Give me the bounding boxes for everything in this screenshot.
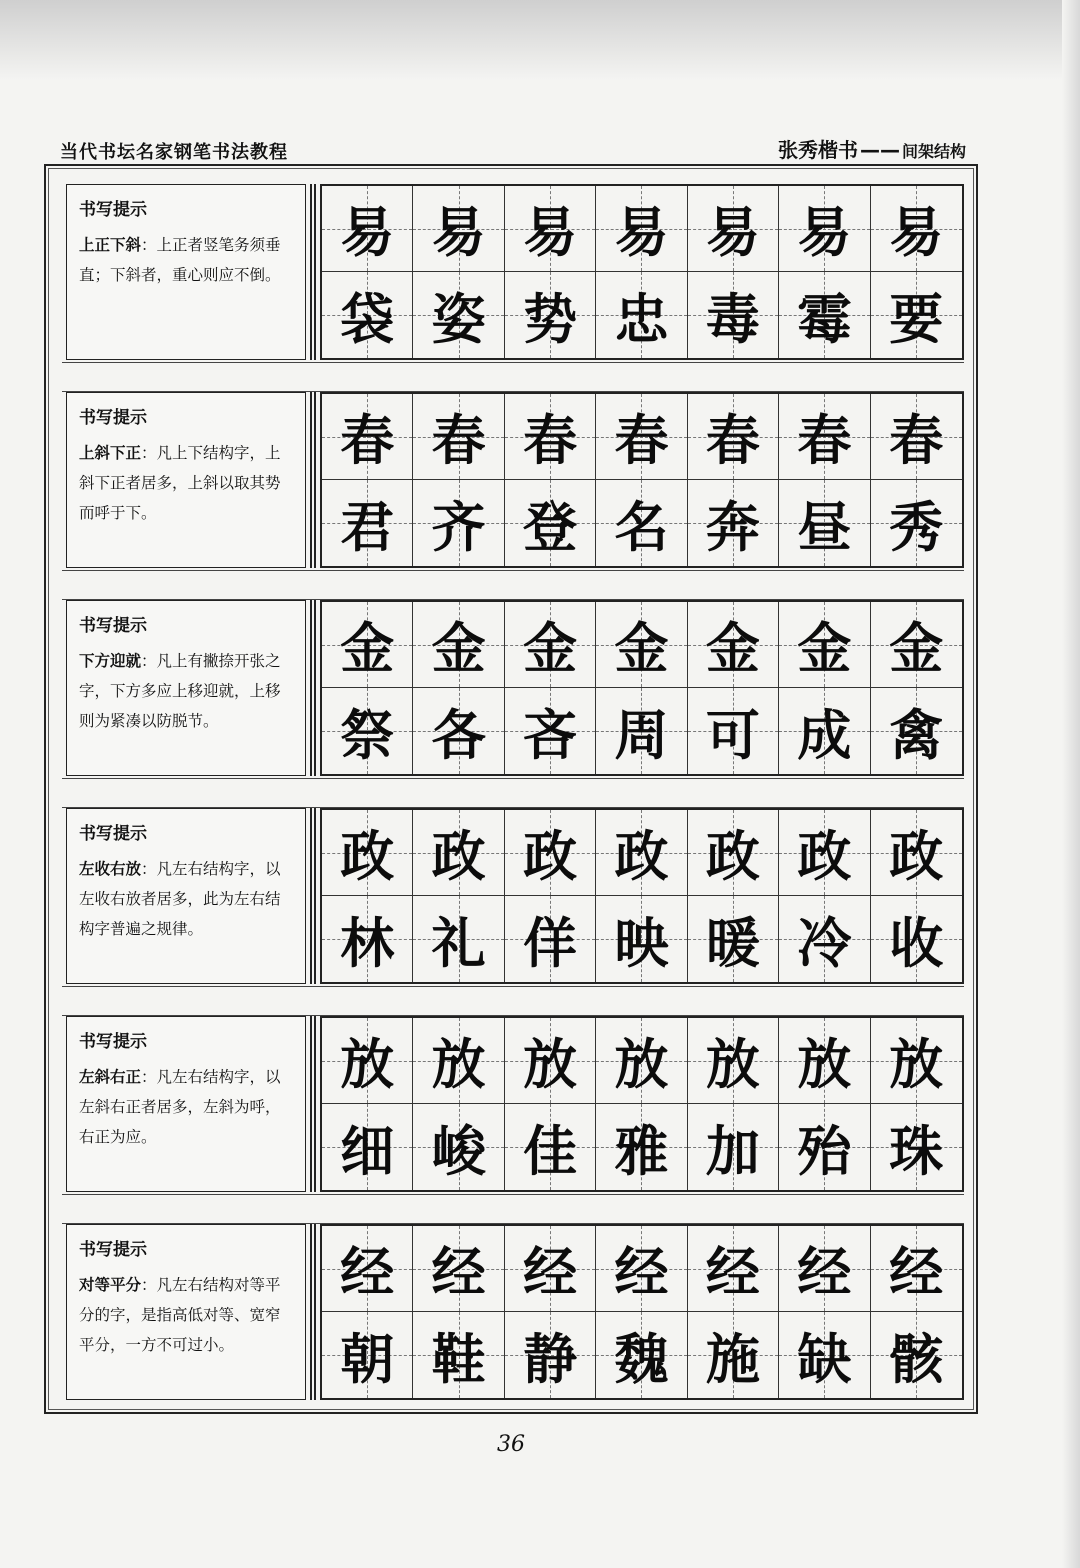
writing-tips-title: 书写提示 <box>79 616 147 636</box>
writing-tips-box <box>66 808 306 984</box>
model-character-cell <box>322 1018 413 1104</box>
calligraphy-character: 佯 <box>523 910 578 975</box>
model-character-cell <box>322 602 413 688</box>
example-character-cell <box>505 688 596 774</box>
calligraphy-character: 放 <box>431 1032 486 1096</box>
practice-grid <box>320 600 964 776</box>
book-title: 当代书坛名家钢笔书法教程 <box>60 142 288 163</box>
calligraphy-character: 礼 <box>431 910 486 975</box>
calligraphy-character: 殆 <box>797 1118 852 1183</box>
calligraphy-character: 佳 <box>523 1118 578 1183</box>
example-character-cell <box>871 480 962 566</box>
calligraphy-character: 收 <box>889 910 944 975</box>
calligraphy-character: 金 <box>340 616 395 680</box>
calligraphy-character: 经 <box>889 1240 944 1304</box>
example-character-cell <box>505 896 596 982</box>
example-character-cell <box>871 272 962 358</box>
calligraphy-character: 霉 <box>797 286 852 351</box>
calligraphy-character: 雅 <box>614 1118 669 1183</box>
calligraphy-character: 金 <box>431 616 486 680</box>
example-character-cell <box>413 272 504 358</box>
example-character-cell <box>322 272 413 358</box>
writing-tips-body: ：凡左右结构对等平分的字，是指高低对等、宽窄平分，一方不可过小。 <box>79 1276 281 1354</box>
example-character-cell <box>505 272 596 358</box>
calligraphy-character: 春 <box>705 408 760 472</box>
writing-tips-body: ：凡上有撇捺开张之字，下方多应上移迎就，上移则为紧凑以防脱节。 <box>79 652 281 730</box>
calligraphy-character: 吝 <box>523 702 578 767</box>
example-character-cell <box>505 1104 596 1190</box>
calligraphy-character: 施 <box>705 1326 760 1391</box>
model-character-cell <box>413 186 504 272</box>
model-character-cell <box>505 394 596 480</box>
calligraphy-character: 放 <box>614 1032 669 1096</box>
example-character-cell <box>322 1312 413 1398</box>
calligraphy-character: 易 <box>797 200 852 264</box>
calligraphy-character: 春 <box>431 408 486 472</box>
example-character-cell <box>596 688 687 774</box>
calligraphy-character: 金 <box>889 616 944 680</box>
calligraphy-character: 金 <box>614 616 669 680</box>
writing-tips-term: 左斜右正 <box>79 1068 142 1086</box>
model-character-cell <box>596 602 687 688</box>
calligraphy-character: 静 <box>523 1326 578 1391</box>
block-separator <box>62 1194 964 1224</box>
calligraphy-character: 政 <box>705 824 760 888</box>
calligraphy-character: 经 <box>523 1240 578 1304</box>
calligraphy-character: 春 <box>797 408 852 472</box>
example-character-cell <box>596 1312 687 1398</box>
writing-tips-title: 书写提示 <box>79 824 147 844</box>
calligraphy-character: 齐 <box>431 494 486 559</box>
example-character-cell <box>413 480 504 566</box>
practice-block <box>62 184 964 364</box>
writing-tips-box <box>66 392 306 568</box>
example-character-cell <box>871 688 962 774</box>
calligraphy-character: 政 <box>431 824 486 888</box>
example-character-cell <box>779 480 870 566</box>
example-character-cell <box>688 1312 779 1398</box>
calligraphy-character: 暖 <box>705 910 760 975</box>
writing-tips-term: 对等平分 <box>79 1276 142 1294</box>
example-character-cell <box>688 1104 779 1190</box>
example-character-cell <box>322 688 413 774</box>
example-character-cell <box>688 896 779 982</box>
calligraphy-character: 放 <box>523 1032 578 1096</box>
calligraphy-character: 经 <box>797 1240 852 1304</box>
example-character-cell <box>413 1104 504 1190</box>
model-character-cell <box>596 1018 687 1104</box>
model-character-cell <box>596 394 687 480</box>
model-character-cell <box>688 810 779 896</box>
model-character-cell <box>322 1226 413 1312</box>
calligraphy-character: 易 <box>523 200 578 264</box>
example-character-cell <box>413 896 504 982</box>
practice-block <box>62 1016 964 1196</box>
calligraphy-character: 成 <box>797 702 852 767</box>
calligraphy-character: 易 <box>340 200 395 264</box>
example-character-cell <box>596 480 687 566</box>
model-character-cell <box>596 1226 687 1312</box>
writing-tips-term: 上斜下正 <box>79 444 142 462</box>
calligraphy-character: 金 <box>797 616 852 680</box>
calligraphy-character: 加 <box>705 1118 760 1183</box>
example-character-cell <box>505 480 596 566</box>
practice-block <box>62 600 964 780</box>
writing-tips-box <box>66 1224 306 1400</box>
example-character-cell <box>779 272 870 358</box>
calligraphy-character: 禽 <box>889 702 944 767</box>
page-header <box>60 134 966 164</box>
model-character-cell <box>871 810 962 896</box>
example-character-cell <box>871 896 962 982</box>
calligraphy-character: 魏 <box>614 1326 669 1391</box>
block-separator <box>62 362 964 392</box>
model-character-cell <box>322 810 413 896</box>
column-divider <box>310 392 316 568</box>
writing-tips-title: 书写提示 <box>79 1240 147 1260</box>
example-character-cell <box>596 896 687 982</box>
practice-grid <box>320 184 964 360</box>
calligraphy-character: 朝 <box>340 1326 395 1391</box>
calligraphy-character: 袋 <box>340 286 395 351</box>
calligraphy-character: 经 <box>705 1240 760 1304</box>
calligraphy-character: 周 <box>614 702 669 767</box>
practice-grid <box>320 1224 964 1400</box>
writing-tips-box <box>66 1016 306 1192</box>
column-divider <box>310 1224 316 1400</box>
model-character-cell <box>505 1018 596 1104</box>
calligraphy-character: 放 <box>889 1032 944 1096</box>
writing-tips-title: 书写提示 <box>79 200 147 220</box>
calligraphy-character: 放 <box>705 1032 760 1096</box>
calligraphy-character: 政 <box>340 824 395 888</box>
model-character-cell <box>505 1226 596 1312</box>
calligraphy-character: 祭 <box>340 702 395 767</box>
calligraphy-character: 金 <box>523 616 578 680</box>
example-character-cell <box>688 272 779 358</box>
example-character-cell <box>413 688 504 774</box>
practice-grid <box>320 392 964 568</box>
column-divider <box>310 1016 316 1192</box>
calligraphy-character: 可 <box>705 702 760 767</box>
model-character-cell <box>779 602 870 688</box>
model-character-cell <box>413 394 504 480</box>
column-divider <box>310 808 316 984</box>
model-character-cell <box>322 394 413 480</box>
calligraphy-character: 易 <box>431 200 486 264</box>
model-character-cell <box>688 1018 779 1104</box>
model-character-cell <box>871 1226 962 1312</box>
calligraphy-character: 要 <box>889 286 944 351</box>
calligraphy-character: 春 <box>340 408 395 472</box>
calligraphy-character: 放 <box>797 1032 852 1096</box>
model-character-cell <box>413 602 504 688</box>
writing-tips-term: 左收右放 <box>79 860 142 878</box>
writing-tips-box <box>66 600 306 776</box>
model-character-cell <box>779 810 870 896</box>
calligraphy-character: 冷 <box>797 910 852 975</box>
calligraphy-character: 珠 <box>889 1118 944 1183</box>
example-character-cell <box>505 1312 596 1398</box>
example-character-cell <box>779 1312 870 1398</box>
page-top-shadow <box>0 0 1080 80</box>
model-character-cell <box>871 186 962 272</box>
example-character-cell <box>322 1104 413 1190</box>
writing-tips-body: ：凡左右结构字，以左斜右正者居多，左斜为呼，右正为应。 <box>79 1068 281 1146</box>
writing-tips-term: 下方迎就 <box>79 652 142 670</box>
block-separator <box>62 778 964 808</box>
model-character-cell <box>596 810 687 896</box>
model-character-cell <box>596 186 687 272</box>
column-divider <box>310 184 316 360</box>
model-character-cell <box>779 186 870 272</box>
example-character-cell <box>871 1312 962 1398</box>
model-character-cell <box>505 186 596 272</box>
calligraphy-character: 林 <box>340 910 395 975</box>
example-character-cell <box>596 272 687 358</box>
model-character-cell <box>413 810 504 896</box>
calligraphy-character: 细 <box>340 1118 395 1183</box>
calligraphy-character: 政 <box>523 824 578 888</box>
calligraphy-character: 春 <box>889 408 944 472</box>
calligraphy-character: 鞋 <box>431 1326 486 1391</box>
writing-tips-text <box>79 854 295 944</box>
model-character-cell <box>505 602 596 688</box>
section-title <box>778 134 966 163</box>
page-right-shadow <box>1062 0 1080 1568</box>
calligraphy-character: 经 <box>614 1240 669 1304</box>
calligraphy-character: 君 <box>340 494 395 559</box>
example-character-cell <box>779 896 870 982</box>
example-character-cell <box>322 480 413 566</box>
model-character-cell <box>413 1226 504 1312</box>
model-character-cell <box>688 1226 779 1312</box>
writing-tips-text <box>79 1270 295 1360</box>
block-separator <box>62 570 964 600</box>
calligraphy-character: 政 <box>889 824 944 888</box>
practice-block <box>62 392 964 572</box>
practice-block <box>62 1224 964 1404</box>
model-character-cell <box>779 1018 870 1104</box>
section-title-separator: —— <box>859 138 900 162</box>
calligraphy-character: 名 <box>614 494 669 559</box>
model-character-cell <box>779 1226 870 1312</box>
calligraphy-character: 峻 <box>431 1118 486 1183</box>
calligraphy-character: 易 <box>705 200 760 264</box>
model-character-cell <box>871 1018 962 1104</box>
calligraphy-character: 各 <box>431 702 486 767</box>
writing-tips-term: 上正下斜 <box>79 236 142 254</box>
model-character-cell <box>688 186 779 272</box>
example-character-cell <box>322 896 413 982</box>
model-character-cell <box>688 602 779 688</box>
model-character-cell <box>505 810 596 896</box>
writing-tips-text <box>79 438 295 528</box>
writing-tips-title: 书写提示 <box>79 408 147 428</box>
column-divider <box>310 600 316 776</box>
practice-block <box>62 808 964 988</box>
section-title-sub: 间架结构 <box>901 142 966 161</box>
model-character-cell <box>779 394 870 480</box>
example-character-cell <box>688 480 779 566</box>
practice-grid <box>320 1016 964 1192</box>
writing-tips-text <box>79 646 295 736</box>
block-separator <box>62 986 964 1016</box>
writing-tips-body: ：凡上下结构字，上斜下正者居多，上斜以取其势而呼于下。 <box>79 444 281 522</box>
page-number: 36 <box>497 1432 525 1457</box>
writing-tips-body: ：凡左右结构字，以左收右放者居多，此为左右结构字普遍之规律。 <box>79 860 281 938</box>
writing-tips-text <box>79 1062 295 1152</box>
example-character-cell <box>871 1104 962 1190</box>
calligraphy-character: 经 <box>431 1240 486 1304</box>
example-character-cell <box>779 1104 870 1190</box>
example-character-cell <box>688 688 779 774</box>
writing-tips-text <box>79 230 295 290</box>
section-title-main: 张秀楷书 <box>777 138 858 162</box>
calligraphy-character: 易 <box>614 200 669 264</box>
calligraphy-character: 忠 <box>614 286 669 351</box>
calligraphy-character: 映 <box>614 910 669 975</box>
practice-grid <box>320 808 964 984</box>
calligraphy-character: 秀 <box>889 494 944 559</box>
calligraphy-character: 昼 <box>797 494 852 559</box>
model-character-cell <box>871 602 962 688</box>
calligraphy-character: 登 <box>523 494 578 559</box>
calligraphy-character: 缺 <box>797 1326 852 1391</box>
calligraphy-character: 经 <box>340 1240 395 1304</box>
model-character-cell <box>413 1018 504 1104</box>
example-character-cell <box>413 1312 504 1398</box>
calligraphy-character: 放 <box>340 1032 395 1096</box>
calligraphy-character: 姿 <box>431 286 486 351</box>
model-character-cell <box>871 394 962 480</box>
calligraphy-character: 春 <box>614 408 669 472</box>
model-character-cell <box>688 394 779 480</box>
writing-tips-body: ：上正者竖笔务须垂直；下斜者，重心则应不倒。 <box>79 236 281 284</box>
calligraphy-character: 奔 <box>705 494 760 559</box>
calligraphy-character: 易 <box>889 200 944 264</box>
calligraphy-character: 毒 <box>705 286 760 351</box>
calligraphy-character: 政 <box>797 824 852 888</box>
model-character-cell <box>322 186 413 272</box>
writing-tips-box <box>66 184 306 360</box>
calligraphy-character: 春 <box>523 408 578 472</box>
example-character-cell <box>779 688 870 774</box>
calligraphy-character: 势 <box>523 286 578 351</box>
writing-tips-title: 书写提示 <box>79 1032 147 1052</box>
calligraphy-character: 政 <box>614 824 669 888</box>
example-character-cell <box>596 1104 687 1190</box>
calligraphy-character: 金 <box>705 616 760 680</box>
calligraphy-character: 骸 <box>889 1326 944 1391</box>
